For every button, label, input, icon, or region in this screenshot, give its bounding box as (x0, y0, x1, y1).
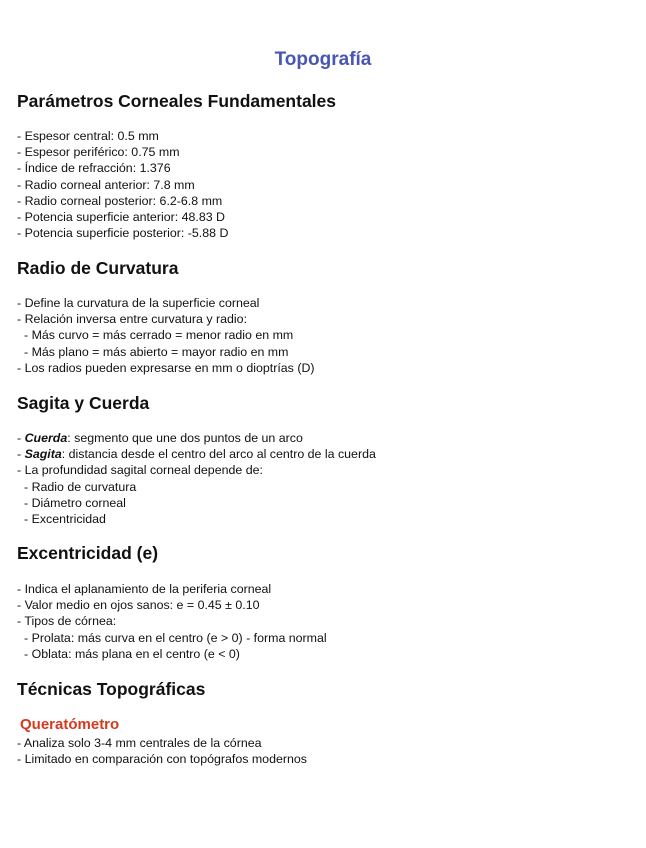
section-heading-parametros: Parámetros Corneales Fundamentales (17, 91, 337, 111)
list-subitem: - Prolata: más curva en el centro (e > 0) - forma normal (24, 630, 327, 645)
section-heading-tecnicas: Técnicas Topográficas (17, 679, 206, 699)
term-sagita: Sagita (24, 447, 62, 462)
list-item: - Los radios pueden expresarse en mm o dioptrías (D) (17, 360, 315, 375)
list-item: - Cuerda: segmento que une dos puntos de un arco (17, 431, 303, 445)
list-item: - Radio corneal posterior: 6.2-6.8 mm (17, 193, 223, 208)
list-item: - Sagita: distancia desde el centro del arco al centro de la cuerda (17, 447, 376, 462)
list-item: - Limitado en comparación con topógrafos modernos (17, 752, 307, 767)
excentricidad-list (17, 581, 327, 662)
list-subitem: - Excentricidad (24, 512, 106, 527)
definition-cuerda: : segmento que une dos puntos de un arco (67, 431, 303, 445)
list-item: - Potencia superficie posterior: -5.88 D (17, 226, 229, 241)
list-item: - Índice de refracción: 1.376 (17, 161, 171, 176)
list-item: - La profundidad sagital corneal depende de: (17, 463, 263, 478)
list-item: - Analiza solo 3-4 mm centrales de la córnea (17, 736, 262, 750)
list-item: - Indica el aplanamiento de la periferia corneal (17, 582, 272, 596)
section-heading-excentricidad: Excentricidad (e) (17, 543, 159, 563)
list-subitem: - Más curvo = más cerrado = menor radio en mm (24, 328, 294, 343)
parametros-list (17, 128, 228, 241)
subheading-queratometro: Queratómetro (20, 716, 120, 733)
term-cuerda: Cuerda (24, 431, 68, 445)
queratometro-list (17, 735, 307, 767)
list-item: - Espesor periférico: 0.75 mm (17, 145, 180, 160)
radio-list (17, 295, 315, 376)
list-item: - Define la curvatura de la superficie corneal (17, 296, 260, 310)
list-subitem: - Diámetro corneal (24, 495, 126, 510)
list-subitem: - Más plano = más abierto = mayor radio en mm (24, 344, 289, 359)
page-title: Topografía (274, 49, 372, 70)
list-subitem: - Oblata: más plana en el centro (e < 0) (24, 646, 240, 661)
list-item: - Potencia superficie anterior: 48.83 D (17, 210, 225, 225)
list-item: - Radio corneal anterior: 7.8 mm (17, 177, 195, 192)
section-heading-sagita: Sagita y Cuerda (17, 393, 150, 413)
list-item: - Relación inversa entre curvatura y radio: (17, 312, 248, 327)
sagita-list (17, 430, 376, 527)
list-item: - Valor medio en ojos sanos: e = 0.45 ± 0.10 (17, 598, 260, 613)
list-item: - Espesor central: 0.5 mm (17, 129, 159, 143)
definition-sagita: : distancia desde el centro del arco al centro de la cuerda (61, 447, 376, 462)
section-heading-radio: Radio de Curvatura (17, 258, 179, 278)
list-subitem: - Radio de curvatura (24, 479, 137, 494)
list-item: - Tipos de córnea: (17, 614, 117, 629)
